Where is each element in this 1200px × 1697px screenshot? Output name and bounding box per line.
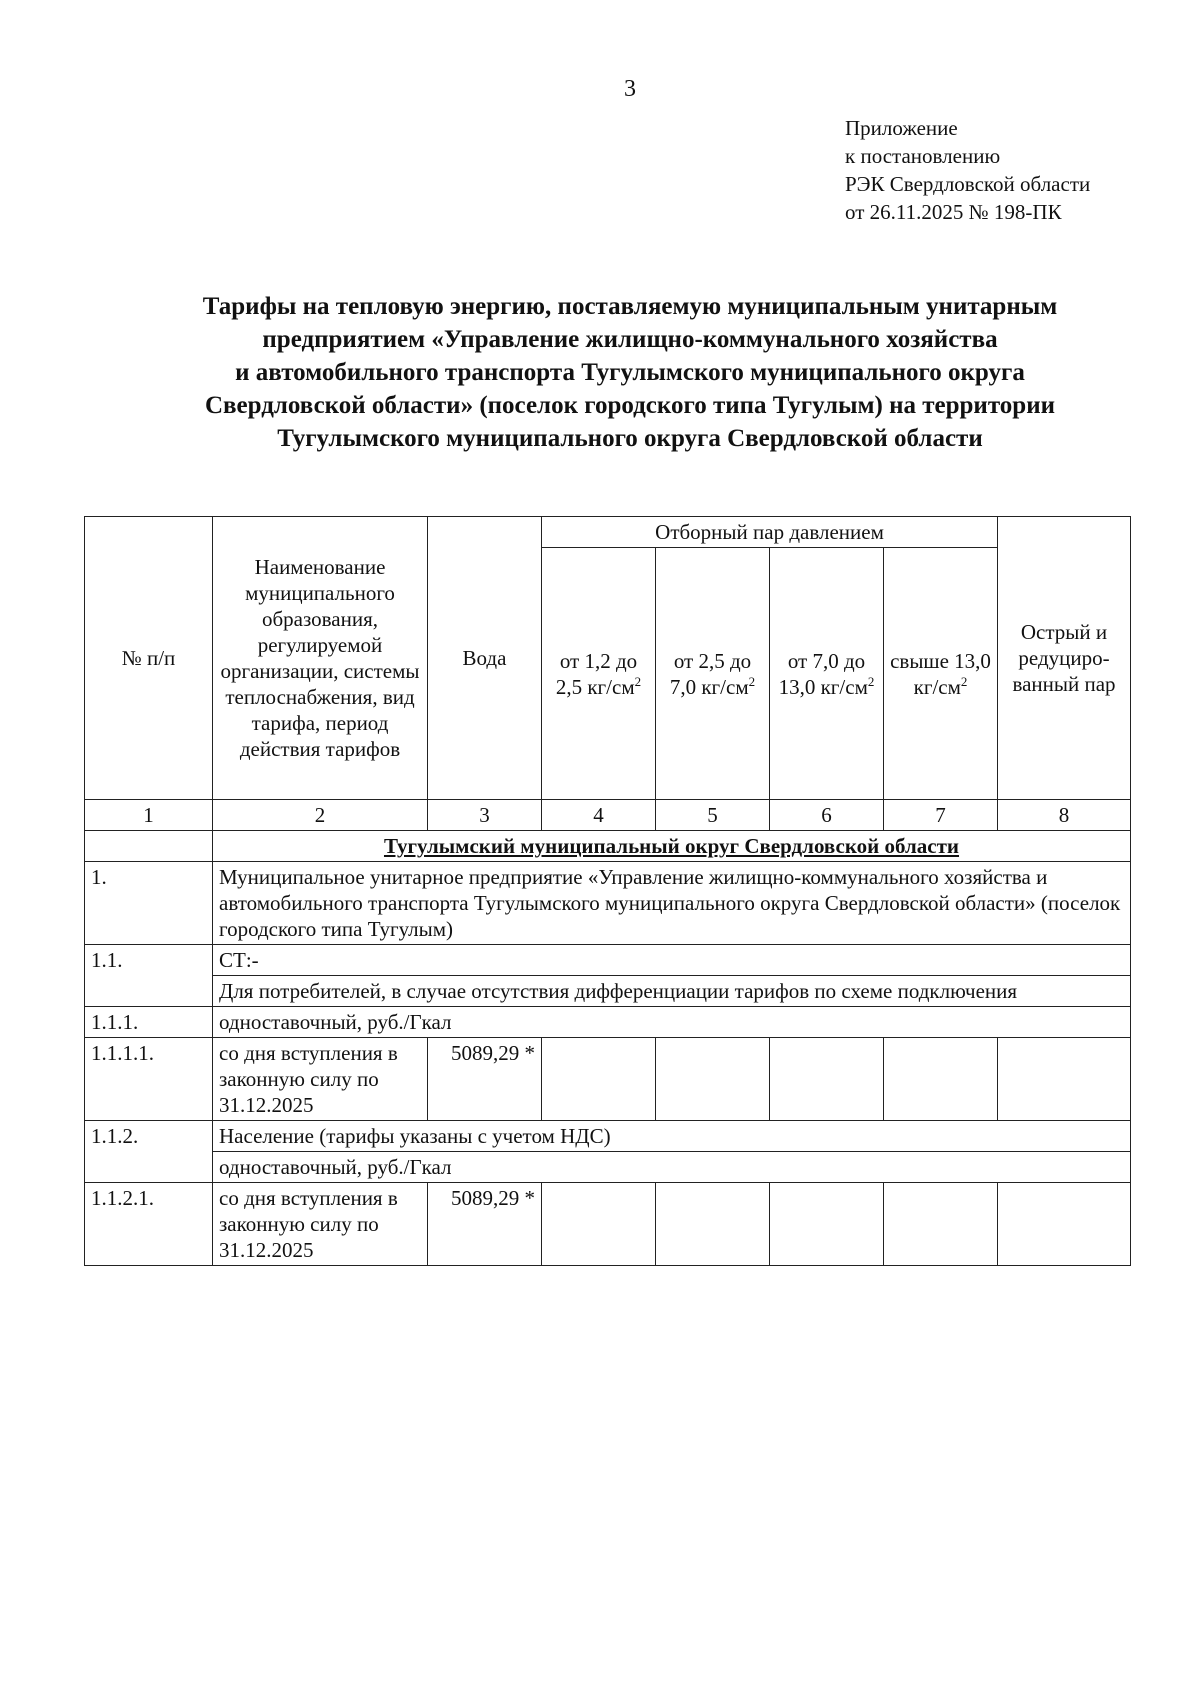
column-number: 4	[542, 800, 656, 831]
appendix-line: к постановлению	[845, 144, 1001, 168]
header-row	[85, 517, 1131, 548]
appendix-line: РЭК Свердловской области	[845, 172, 1091, 196]
page-number: 3	[624, 76, 636, 102]
tariff-type: одноставочный, руб./Гкал	[213, 1152, 1131, 1183]
table-row	[85, 1007, 1131, 1038]
appendix-line: от 26.11.2025 № 198-ПК	[845, 200, 1062, 224]
table-row	[85, 976, 1131, 1007]
system-name: СТ:-	[213, 945, 1131, 976]
header-name: Наименование муниципального образования, регулируемой организации, системы теплоснабжения, вид тарифа, период действия тарифов	[213, 517, 428, 800]
header-pressure-3: от 7,0 до 13,0 $кг/см^2$	[770, 548, 884, 800]
region-name: Тугулымский муниципальный округ Свердловской области	[213, 831, 1131, 862]
header-pressure-2: от 2,5 до 7,0 $кг/см^2$	[656, 548, 770, 800]
water-tariff-value: 5089,29 *	[428, 1183, 542, 1266]
appendix-line: Приложение	[845, 116, 958, 140]
tariff-period: со дня вступления в законную силу по 31.12.2025	[213, 1183, 428, 1266]
row-number: 1.1.2.1.	[85, 1183, 213, 1266]
row-number: 1.	[85, 862, 213, 945]
row-number: 1.1.1.1.	[85, 1038, 213, 1121]
water-tariff-value: 5089,29 *	[428, 1038, 542, 1121]
table-row	[85, 1038, 1131, 1121]
row-number: 1.1.2.	[85, 1121, 213, 1183]
column-number: 1	[85, 800, 213, 831]
header-number: № п/п	[85, 517, 213, 800]
table-row	[85, 1183, 1131, 1266]
column-number: 7	[884, 800, 998, 831]
table-row	[85, 1152, 1131, 1183]
row-number: 1.1.1.	[85, 1007, 213, 1038]
header-pressure-4: свыше 13,0 $кг/см^2$	[884, 548, 998, 800]
tariff-table	[84, 516, 1131, 1266]
title-line: Свердловской области» (поселок городского типа Тугулым) на территории	[204, 392, 1055, 419]
consumer-category: Для потребителей, в случае отсутствия дифференциации тарифов по схеме подключения	[213, 976, 1131, 1007]
title-line: Тугулымского муниципального округа Свердловской области	[277, 425, 983, 452]
table-row	[85, 1121, 1131, 1152]
column-number: 6	[770, 800, 884, 831]
tariff-period: со дня вступления в законную силу по 31.12.2025	[213, 1038, 428, 1121]
header-water: Вода	[428, 517, 542, 800]
consumer-category: Население (тарифы указаны с учетом НДС)	[213, 1121, 1131, 1152]
column-number: 3	[428, 800, 542, 831]
title-line: и автомобильного транспорта Тугулымского муниципального округа	[235, 359, 1025, 386]
column-number: 5	[656, 800, 770, 831]
tariff-type: одноставочный, руб./Гкал	[213, 1007, 1131, 1038]
column-number: 2	[213, 800, 428, 831]
header-sharp-steam: Острый и редуциро-ванный пар	[998, 517, 1131, 800]
title-line: Тарифы на тепловую энергию, поставляемую муниципальным унитарным	[202, 293, 1058, 320]
table-row	[85, 945, 1131, 976]
column-number: 8	[998, 800, 1131, 831]
header-pressure-1: от 1,2 до 2,5 $кг/см^2$	[542, 548, 656, 800]
organization-name: Муниципальное унитарное предприятие «Управление жилищно-коммунального хозяйства и автомобильного транспорта Тугулымского муниципального округа Свердловской области» (поселок городского типа Тугулым)	[213, 862, 1131, 945]
appendix-block	[845, 114, 1090, 226]
column-numbers-row	[85, 800, 1131, 831]
document-title	[100, 290, 1160, 455]
title-line: предприятием «Управление жилищно-коммунального хозяйства	[262, 326, 998, 353]
region-row	[85, 831, 1131, 862]
header-steam-group: Отборный пар давлением	[542, 517, 998, 548]
row-number: 1.1.	[85, 945, 213, 1007]
table-row	[85, 862, 1131, 945]
